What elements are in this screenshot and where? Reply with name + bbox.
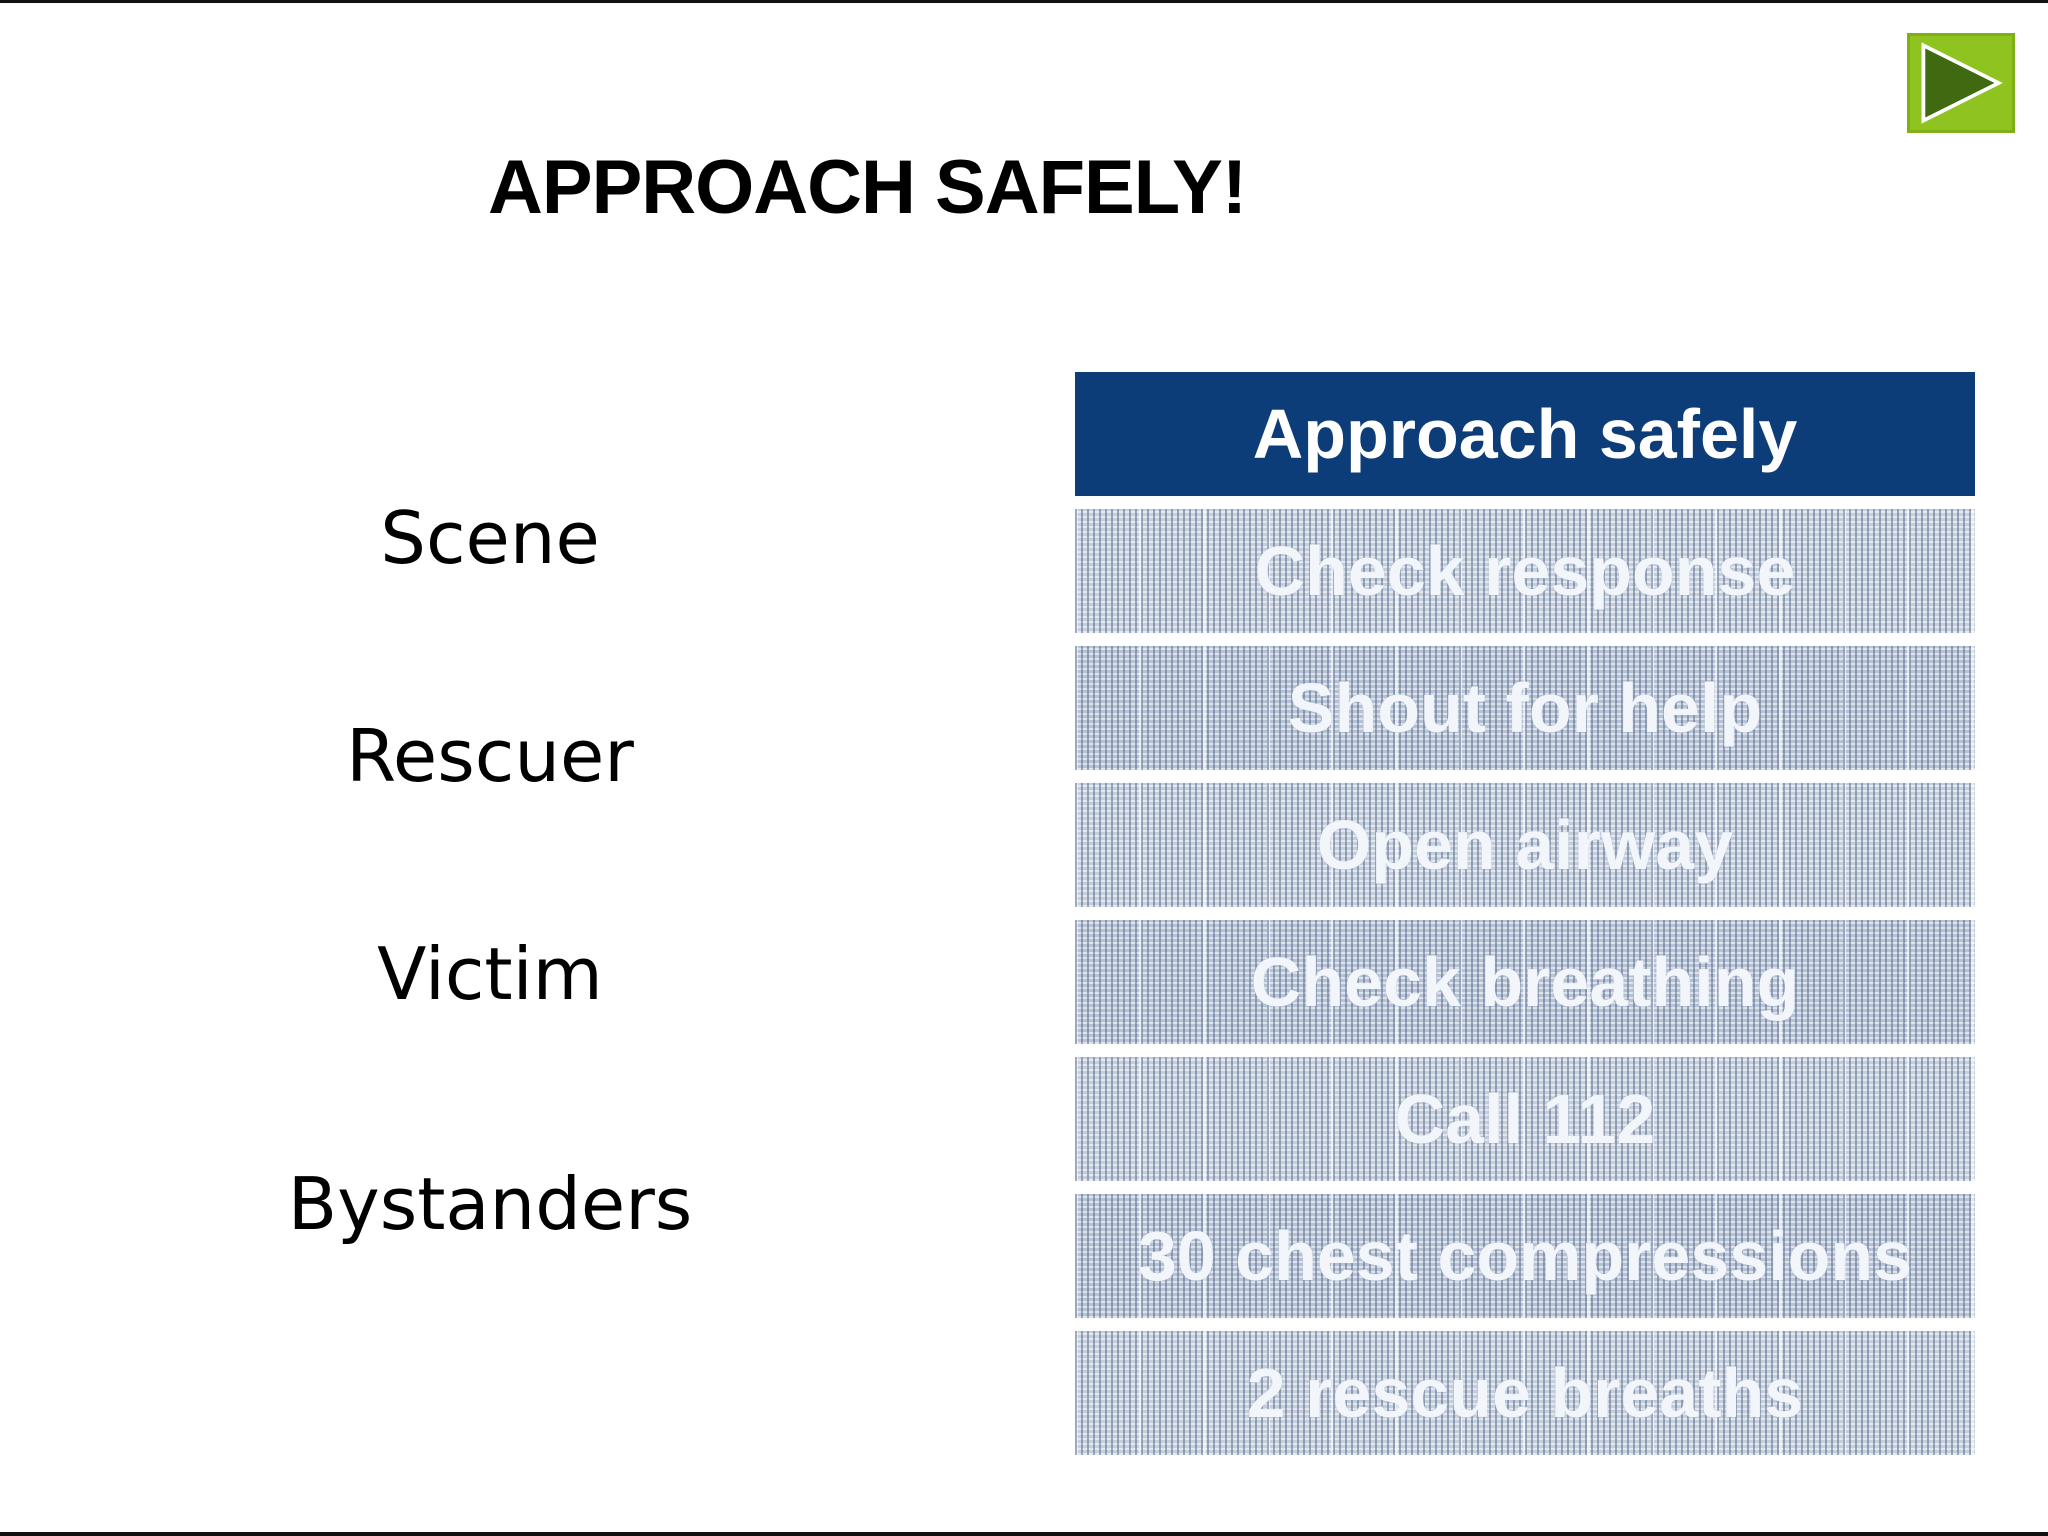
factor-rescuer: Rescuer bbox=[346, 714, 634, 798]
step-open-airway: Open airway bbox=[1075, 783, 1975, 907]
step-shout-for-help: Shout for help bbox=[1075, 646, 1975, 770]
step-approach-safely: Approach safely bbox=[1075, 372, 1975, 496]
slide-title: APPROACH SAFELY! bbox=[488, 145, 1247, 230]
step-chest-compressions: 30 chest compressions bbox=[1075, 1194, 1975, 1318]
top-divider bbox=[0, 0, 2048, 3]
basic-life-support-steps bbox=[1075, 372, 1975, 1468]
step-rescue-breaths: 2 rescue breaths bbox=[1075, 1331, 1975, 1455]
next-slide-button[interactable] bbox=[1907, 33, 2015, 133]
factor-scene: Scene bbox=[380, 496, 600, 580]
factor-bystanders: Bystanders bbox=[287, 1162, 693, 1246]
factor-victim: Victim bbox=[377, 932, 603, 1016]
step-check-breathing: Check breathing bbox=[1075, 920, 1975, 1044]
step-call-112: Call 112 bbox=[1075, 1057, 1975, 1181]
step-check-response: Check response bbox=[1075, 509, 1975, 633]
play-triangle-icon bbox=[1910, 36, 2012, 130]
bottom-divider bbox=[0, 1532, 2048, 1536]
